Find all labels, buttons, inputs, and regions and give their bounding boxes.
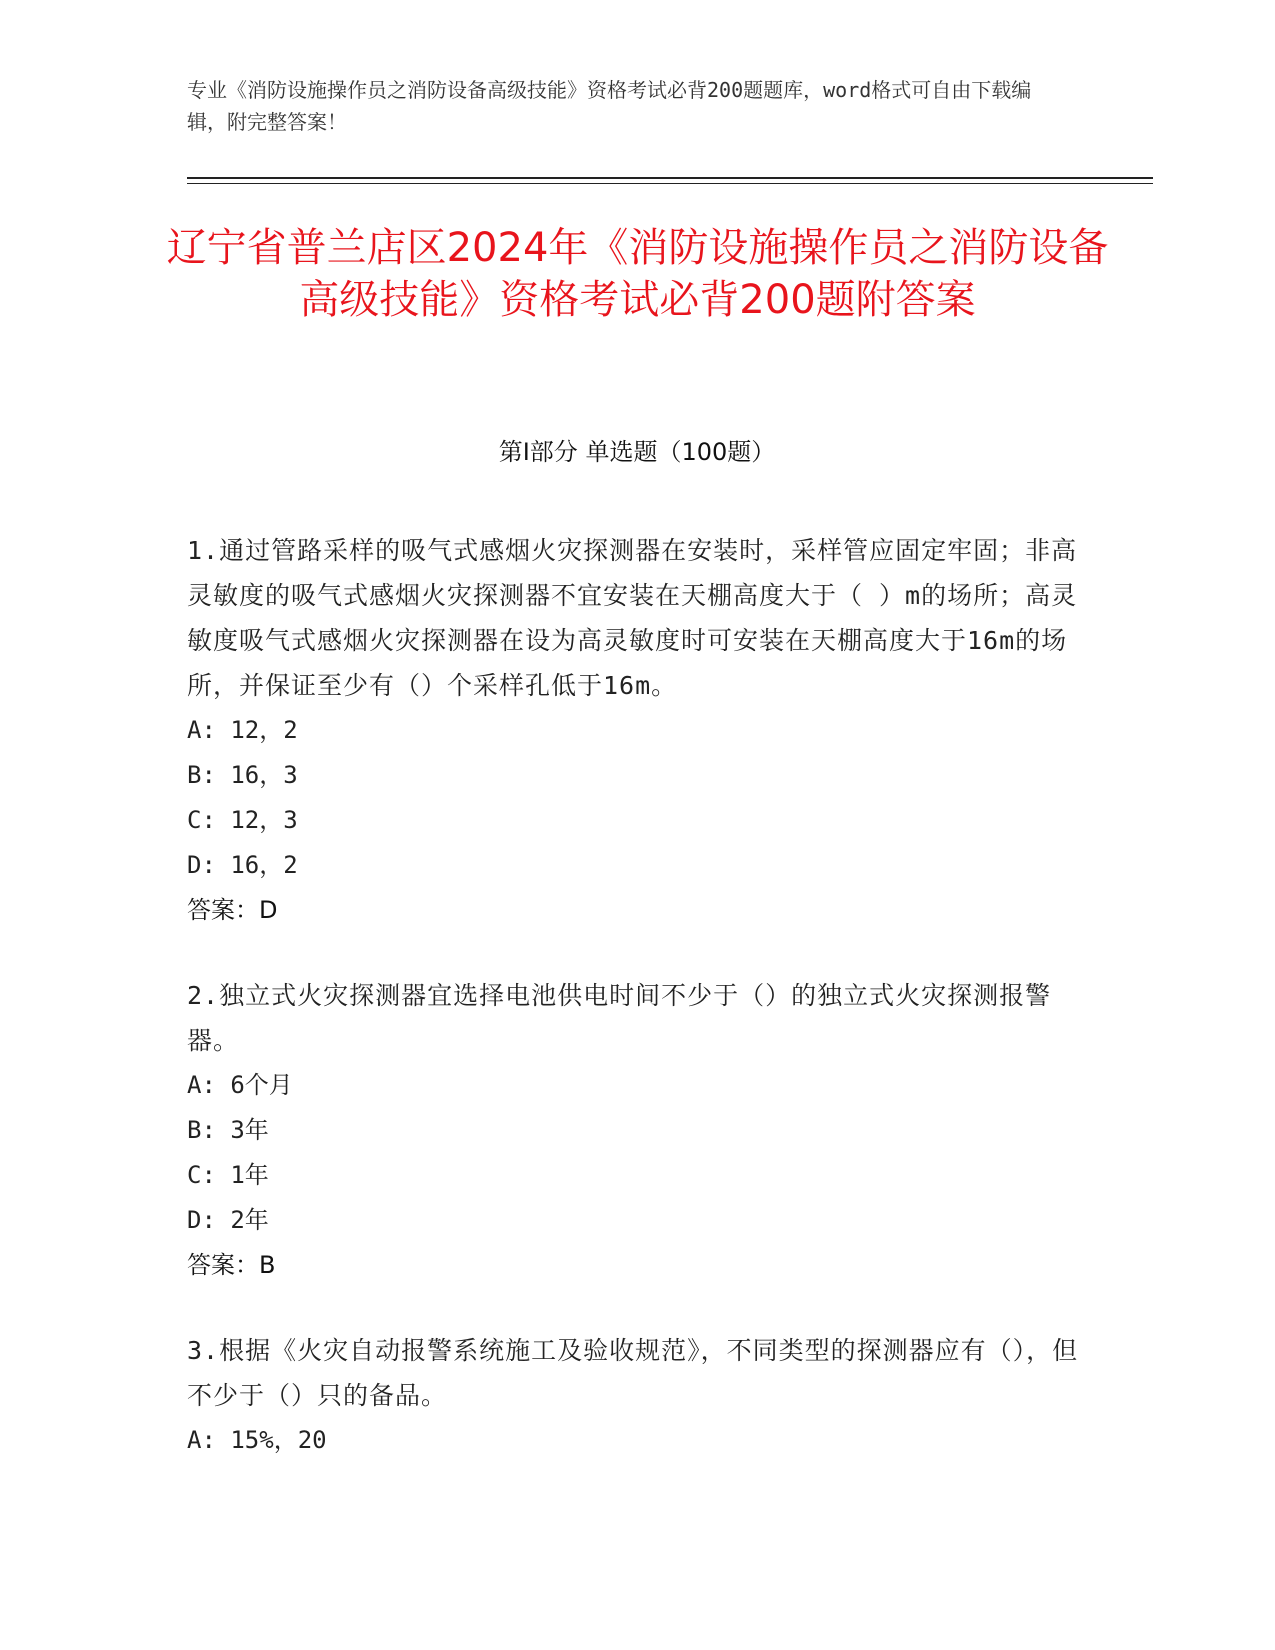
header-note: 专业《消防设施操作员之消防设备高级技能》资格考试必背200题题库，word格式可自由下载编辑，附完整答案！: [187, 78, 1032, 134]
option-b: B: 3年: [187, 1116, 269, 1144]
option-a: A: 15%，20: [187, 1426, 327, 1454]
question-stem: 3.根据《火灾自动报警系统施工及验收规范》，不同类型的探测器应有（），但不少于（）只的备品。: [187, 1336, 1079, 1410]
answer-line: 答案：B: [187, 1251, 276, 1279]
option-a: A: 12，2: [187, 716, 298, 744]
question-list: [187, 528, 1087, 1503]
option-c: C: 1年: [187, 1161, 269, 1189]
option-d: D: 2年: [187, 1206, 269, 1234]
answer-line: 答案：D: [187, 896, 278, 924]
header-divider-thick: [187, 177, 1153, 179]
option-b: B: 16，3: [187, 761, 298, 789]
question-stem: 2.独立式火灾探测器宜选择电池供电时间不少于（）的独立式火灾探测报警器。: [187, 981, 1052, 1055]
option-c: C: 12，3: [187, 806, 298, 834]
question-item: [187, 1328, 1087, 1463]
question-item: [187, 973, 1087, 1288]
header-divider-thin: [187, 183, 1153, 184]
option-d: D: 16，2: [187, 851, 298, 879]
section-heading: 第Ⅰ部分 单选题（100题）: [498, 438, 776, 466]
question-item: [187, 528, 1087, 933]
document-title: 辽宁省普兰店区2024年《消防设施操作员之消防设备高级技能》资格考试必背200题附答案: [166, 225, 1109, 323]
option-a: A: 6个月: [187, 1071, 293, 1099]
question-stem: 1.通过管路采样的吸气式感烟火灾探测器在安装时，采样管应固定牢固；非高灵敏度的吸气式感烟火灾探测器不宜安装在天棚高度大于（ ）m的场所；高灵敏度吸气式感烟火灾探测器在设为高灵敏度时可安装在天棚高度大于16m的场所，并保证至少有（）个采样孔低于16m。: [187, 536, 1078, 700]
